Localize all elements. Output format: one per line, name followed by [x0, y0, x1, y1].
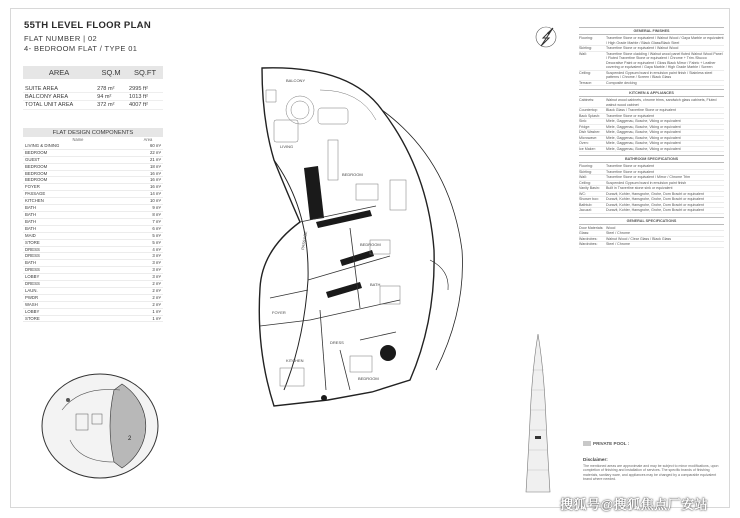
component-name: PWDR	[23, 294, 133, 301]
component-row	[23, 177, 163, 184]
spec-row	[579, 71, 724, 81]
component-area: 3 m²	[133, 267, 163, 274]
spec-key: Countertop:	[579, 108, 598, 113]
component-name: BATH	[23, 211, 133, 218]
components-table	[23, 137, 163, 322]
spec-row	[579, 208, 724, 214]
spec-value: Travertine Stone or equivalent	[606, 164, 655, 169]
label-kitchen: KITCHEN	[286, 358, 304, 363]
component-name: LAUN.	[23, 287, 133, 294]
component-name: LOBBY	[23, 308, 133, 315]
area-row	[23, 93, 163, 101]
component-row	[23, 246, 163, 253]
spec-key: Shower box:	[579, 197, 599, 202]
spec-value: Duravit, Kohler, Hansgrohe, Grohe, Dorn Bracht or equivalent	[606, 197, 704, 202]
component-area: 4 m²	[133, 246, 163, 253]
spec-kitchen-title: KITCHEN & APPLIANCES	[579, 89, 724, 97]
floor-plan	[200, 50, 530, 425]
spec-value: Walnut wood cabinets, chrome trims, sandwich glass cabinets, Fluted walnut wood cabinet	[606, 98, 717, 107]
component-area: 2 m²	[133, 301, 163, 308]
component-name: PASSAGE	[23, 191, 133, 198]
spec-general-title: GENERAL FINISHES	[579, 27, 724, 35]
component-area: 1 m²	[133, 308, 163, 315]
component-row	[23, 253, 163, 260]
spec-gen-list	[579, 226, 724, 248]
spec-key: Microwave:	[579, 135, 598, 140]
spec-value: Travertine Stone or equivalent / Walnut Wood / Gaya Marble or equivalent / High Grade Marble / Black Glass/Black Steel	[606, 36, 724, 45]
component-row	[23, 281, 163, 288]
component-name: GUEST	[23, 156, 133, 163]
component-area: 14 m²	[133, 191, 163, 198]
spec-general-list	[579, 36, 724, 86]
label-bedroom-3: BEDROOM	[358, 376, 379, 381]
component-area: 2 m²	[133, 287, 163, 294]
spec-value: Black Glass / Travertine Stone or equivalent	[606, 108, 676, 113]
pool-swatch	[583, 441, 591, 446]
label-dress: DRESS	[330, 340, 344, 345]
spec-value: Steel / Chrome	[606, 231, 630, 236]
components-col-name: Name	[72, 137, 84, 142]
component-area: 22 m²	[133, 149, 163, 156]
spec-key: Jacuzzi:	[579, 208, 592, 213]
component-area: 2 m²	[133, 281, 163, 288]
label-bedroom-1: BEDROOM	[342, 172, 363, 177]
spec-value: Travertine Stone cladding / Walnut wood panel fluted Walnut Wood Panel / Fluted Travertine Stone or equivalent / Chrome + Trim /Stucco Decorative Paint or equivalent / Gloss Black Mirror / Fabric + Leather covering or equivalent / Gaya Marble / High Grade Marble / Screen	[606, 51, 723, 70]
spec-value: Travertine Stone or equivalent	[606, 113, 655, 118]
spec-key: Vanity Basin:	[579, 186, 600, 191]
spec-key: Flooring:	[579, 36, 593, 41]
spec-key: Glass:	[579, 231, 590, 236]
spec-row	[579, 98, 724, 108]
component-area: 2 m²	[133, 294, 163, 301]
spec-value: Miele, Gaggenau, Bosche, Viking or equivalent	[606, 135, 681, 140]
area-row-name: BALCONY AREA	[23, 93, 95, 101]
component-area: 18 m²	[133, 163, 163, 170]
flat-number: FLAT NUMBER | 02	[24, 34, 98, 43]
area-row-sqm: 278 m²	[95, 85, 127, 93]
component-name: BATH	[23, 218, 133, 225]
component-row	[23, 308, 163, 315]
label-bedroom-2: BEDROOM	[360, 242, 381, 247]
plan-outer-wall	[259, 68, 434, 406]
flat-type: 4- BEDROOM FLAT / TYPE 01	[24, 44, 138, 53]
component-name: LOBBY	[23, 274, 133, 281]
component-name: BATH	[23, 205, 133, 212]
spec-key: Ceiling:	[579, 70, 591, 75]
component-row	[23, 232, 163, 239]
spec-value: Miele, Gaggenau, Bosche, Viking or equivalent	[606, 119, 681, 124]
area-col-sqft: SQ.FT	[127, 66, 163, 79]
label-living: LIVING	[280, 144, 294, 149]
north-arrow-icon	[533, 24, 559, 50]
component-row	[23, 294, 163, 301]
components-col-area: Area	[143, 137, 153, 142]
component-name: STORE	[23, 239, 133, 246]
component-name: BEDROOM	[23, 177, 133, 184]
spec-value: Travertine Stone or equivalent / Walnut Wood	[606, 46, 679, 51]
spec-key: Fridge:	[579, 124, 591, 129]
component-name: KITCHEN	[23, 198, 133, 205]
spec-key: Wall:	[579, 51, 587, 56]
component-area: 16 m²	[133, 170, 163, 177]
component-name: BEDROOM	[23, 170, 133, 177]
component-name: STORE	[23, 315, 133, 322]
area-row-sqft: 4007 ft²	[127, 101, 163, 109]
area-header-row	[23, 66, 163, 79]
area-row-sqft: 1013 ft²	[127, 93, 163, 101]
area-table	[23, 66, 163, 110]
spec-key: Cabinets:	[579, 98, 595, 103]
spec-key: Door Materials:	[579, 225, 604, 230]
spec-value: Duravit, Kohler, Hansgrohe, Grohe, Dorn Bracht or equivalent	[606, 208, 704, 213]
component-name: LIVING & DINING	[23, 143, 133, 149]
area-row-sqm: 372 m²	[95, 101, 127, 109]
area-col-sqm: SQ.M	[95, 66, 127, 79]
pool-label: PRIVATE POOL :	[593, 441, 630, 446]
component-row	[23, 184, 163, 191]
component-name: DRESS	[23, 267, 133, 274]
plan-title: 55TH LEVEL FLOOR PLAN	[24, 20, 151, 31]
component-area: 9 m²	[133, 205, 163, 212]
component-name: DRESS	[23, 253, 133, 260]
spec-key: Oven:	[579, 141, 589, 146]
component-name: DRESS	[23, 281, 133, 288]
component-area: 6 m²	[133, 225, 163, 232]
spec-key: Dish Washer:	[579, 130, 601, 135]
spec-value: Miele, Gaggenau, Bosche, Viking or equivalent	[606, 146, 681, 151]
plan-balcony-edge	[382, 110, 462, 370]
component-row	[23, 315, 163, 322]
plan-inner-curve	[274, 160, 308, 390]
spec-value: Composite decking	[606, 80, 637, 85]
spec-key: Terrace:	[579, 80, 592, 85]
component-row	[23, 274, 163, 281]
component-row	[23, 149, 163, 156]
area-col-name: AREA	[23, 66, 95, 79]
component-area: 8 m²	[133, 211, 163, 218]
component-row	[23, 239, 163, 246]
component-area: 3 m²	[133, 253, 163, 260]
spec-kitchen-list	[579, 98, 724, 152]
disclaimer-title: Disclaimer:	[583, 457, 608, 462]
component-name: FOYER	[23, 184, 133, 191]
component-area: 16 m²	[133, 184, 163, 191]
spec-bath-title: BATHROOM SPECIFICATIONS	[579, 155, 724, 163]
component-row	[23, 156, 163, 163]
component-name: MAID	[23, 232, 133, 239]
component-area: 16 m²	[133, 177, 163, 184]
component-name: BEDROOM	[23, 149, 133, 156]
component-area: 3 m²	[133, 260, 163, 267]
spec-key: Wardrobes:	[579, 242, 598, 247]
components-title: FLAT DESIGN COMPONENTS	[23, 128, 163, 137]
area-row-sqm: 94 m²	[95, 93, 127, 101]
label-passage: PASSAGE	[300, 230, 309, 251]
spec-value: Travertine Stone or equivalent	[606, 169, 655, 174]
area-row-name: TOTAL UNIT AREA	[23, 101, 95, 109]
spec-value: Steel / Chrome	[606, 242, 630, 247]
component-row	[23, 198, 163, 205]
area-row	[23, 85, 163, 93]
spec-value: Miele, Gaggenau, Bosche, Viking or equivalent	[606, 141, 681, 146]
label-balcony: BALCONY	[286, 78, 306, 83]
spec-row	[579, 81, 724, 87]
spec-key: Ceiling:	[579, 180, 591, 185]
spec-key: WC:	[579, 191, 586, 196]
spec-value: Built in Travertine stone sink or equivalent	[606, 186, 673, 191]
component-name: BATH	[23, 260, 133, 267]
spec-value: Duravit, Kohler, Hansgrohe, Grohe, Dorn Bracht or equivalent	[606, 202, 704, 207]
component-area: 5 m²	[133, 232, 163, 239]
component-area: 60 m²	[133, 143, 163, 149]
spec-key: Wardrobes:	[579, 236, 598, 241]
component-name: DRESS	[23, 246, 133, 253]
spec-value: Miele, Gaggenau, Bosche, Viking or equivalent	[606, 124, 681, 129]
component-area: 7 m²	[133, 218, 163, 225]
label-foyer: FOYER	[272, 310, 286, 315]
spec-key: Back Splash:	[579, 113, 600, 118]
spec-row	[579, 52, 724, 71]
key-plan	[40, 370, 165, 485]
area-row-name: SUITE AREA	[23, 85, 95, 93]
watermark: 搜狐号@搜狐焦点厂安站	[560, 497, 709, 512]
component-row	[23, 218, 163, 225]
spec-row	[579, 36, 724, 46]
spec-key: Flooring:	[579, 164, 593, 169]
component-row	[23, 225, 163, 232]
component-area: 10 m²	[133, 198, 163, 205]
spec-row	[579, 147, 724, 153]
component-area: 5 m²	[133, 239, 163, 246]
spec-value: Duravit, Kohler, Hansgrohe, Grohe, Dorn Bracht or equivalent	[606, 191, 704, 196]
spec-row	[579, 242, 724, 248]
disclaimer-text: The mentioned areas are approximate and may be subject to minor modifications, upon completion of finishing and installation of services. The specific brands of finishing materials, sanitary ware, and appliances may be changed by a comparable equivalent brand where needed.	[583, 464, 719, 482]
spec-bath-list	[579, 164, 724, 214]
key-plan-unit-number: 2	[128, 436, 132, 442]
component-row	[23, 267, 163, 274]
plan-partitions	[260, 206, 400, 390]
component-row	[23, 211, 163, 218]
spec-value: Suspended Gypsum board in emulsion paint finish	[606, 180, 687, 185]
tower-elevation	[518, 330, 558, 500]
spec-value: Walnut Wood / Clear Glass / Black Glass	[606, 236, 672, 241]
spec-value: Travertine Stone or equivalent / Mirror / Chrome Trim	[606, 175, 691, 180]
spec-value: Miele, Gaggenau, Bosche, Viking or equivalent	[606, 130, 681, 135]
component-name: WASH	[23, 301, 133, 308]
component-name: BEDROOM	[23, 163, 133, 170]
component-area: 3 m²	[133, 274, 163, 281]
tower-floor-marker	[535, 436, 541, 439]
component-row	[23, 163, 163, 170]
area-total-row	[23, 101, 163, 109]
component-row	[23, 301, 163, 308]
label-bath: BATH	[370, 282, 381, 287]
spec-key: Skirting:	[579, 169, 592, 174]
spec-key: Ice Maker:	[579, 146, 596, 151]
component-row	[23, 287, 163, 294]
specifications-panel	[579, 24, 724, 248]
spec-value: Suspended Gypsum board in emulsion paint finish / Stainless steel patterns / Chrome / Screen / Black Glass	[606, 70, 713, 80]
spec-key: Wall:	[579, 175, 587, 180]
spec-value: Wood	[606, 225, 616, 230]
component-row	[23, 191, 163, 198]
component-row	[23, 260, 163, 267]
component-area: 1 m²	[133, 315, 163, 322]
spec-gen-title: GENERAL SPECIFICATIONS	[579, 217, 724, 225]
spec-key: Skirting:	[579, 46, 592, 51]
legend-pool	[583, 441, 629, 446]
area-row-sqft: 2995 ft²	[127, 85, 163, 93]
component-row	[23, 170, 163, 177]
components-body	[23, 143, 163, 322]
spec-key: Bathtub:	[579, 202, 593, 207]
spec-key: Sink:	[579, 119, 587, 124]
component-name: BATH	[23, 225, 133, 232]
component-area: 21 m²	[133, 156, 163, 163]
component-row	[23, 205, 163, 212]
